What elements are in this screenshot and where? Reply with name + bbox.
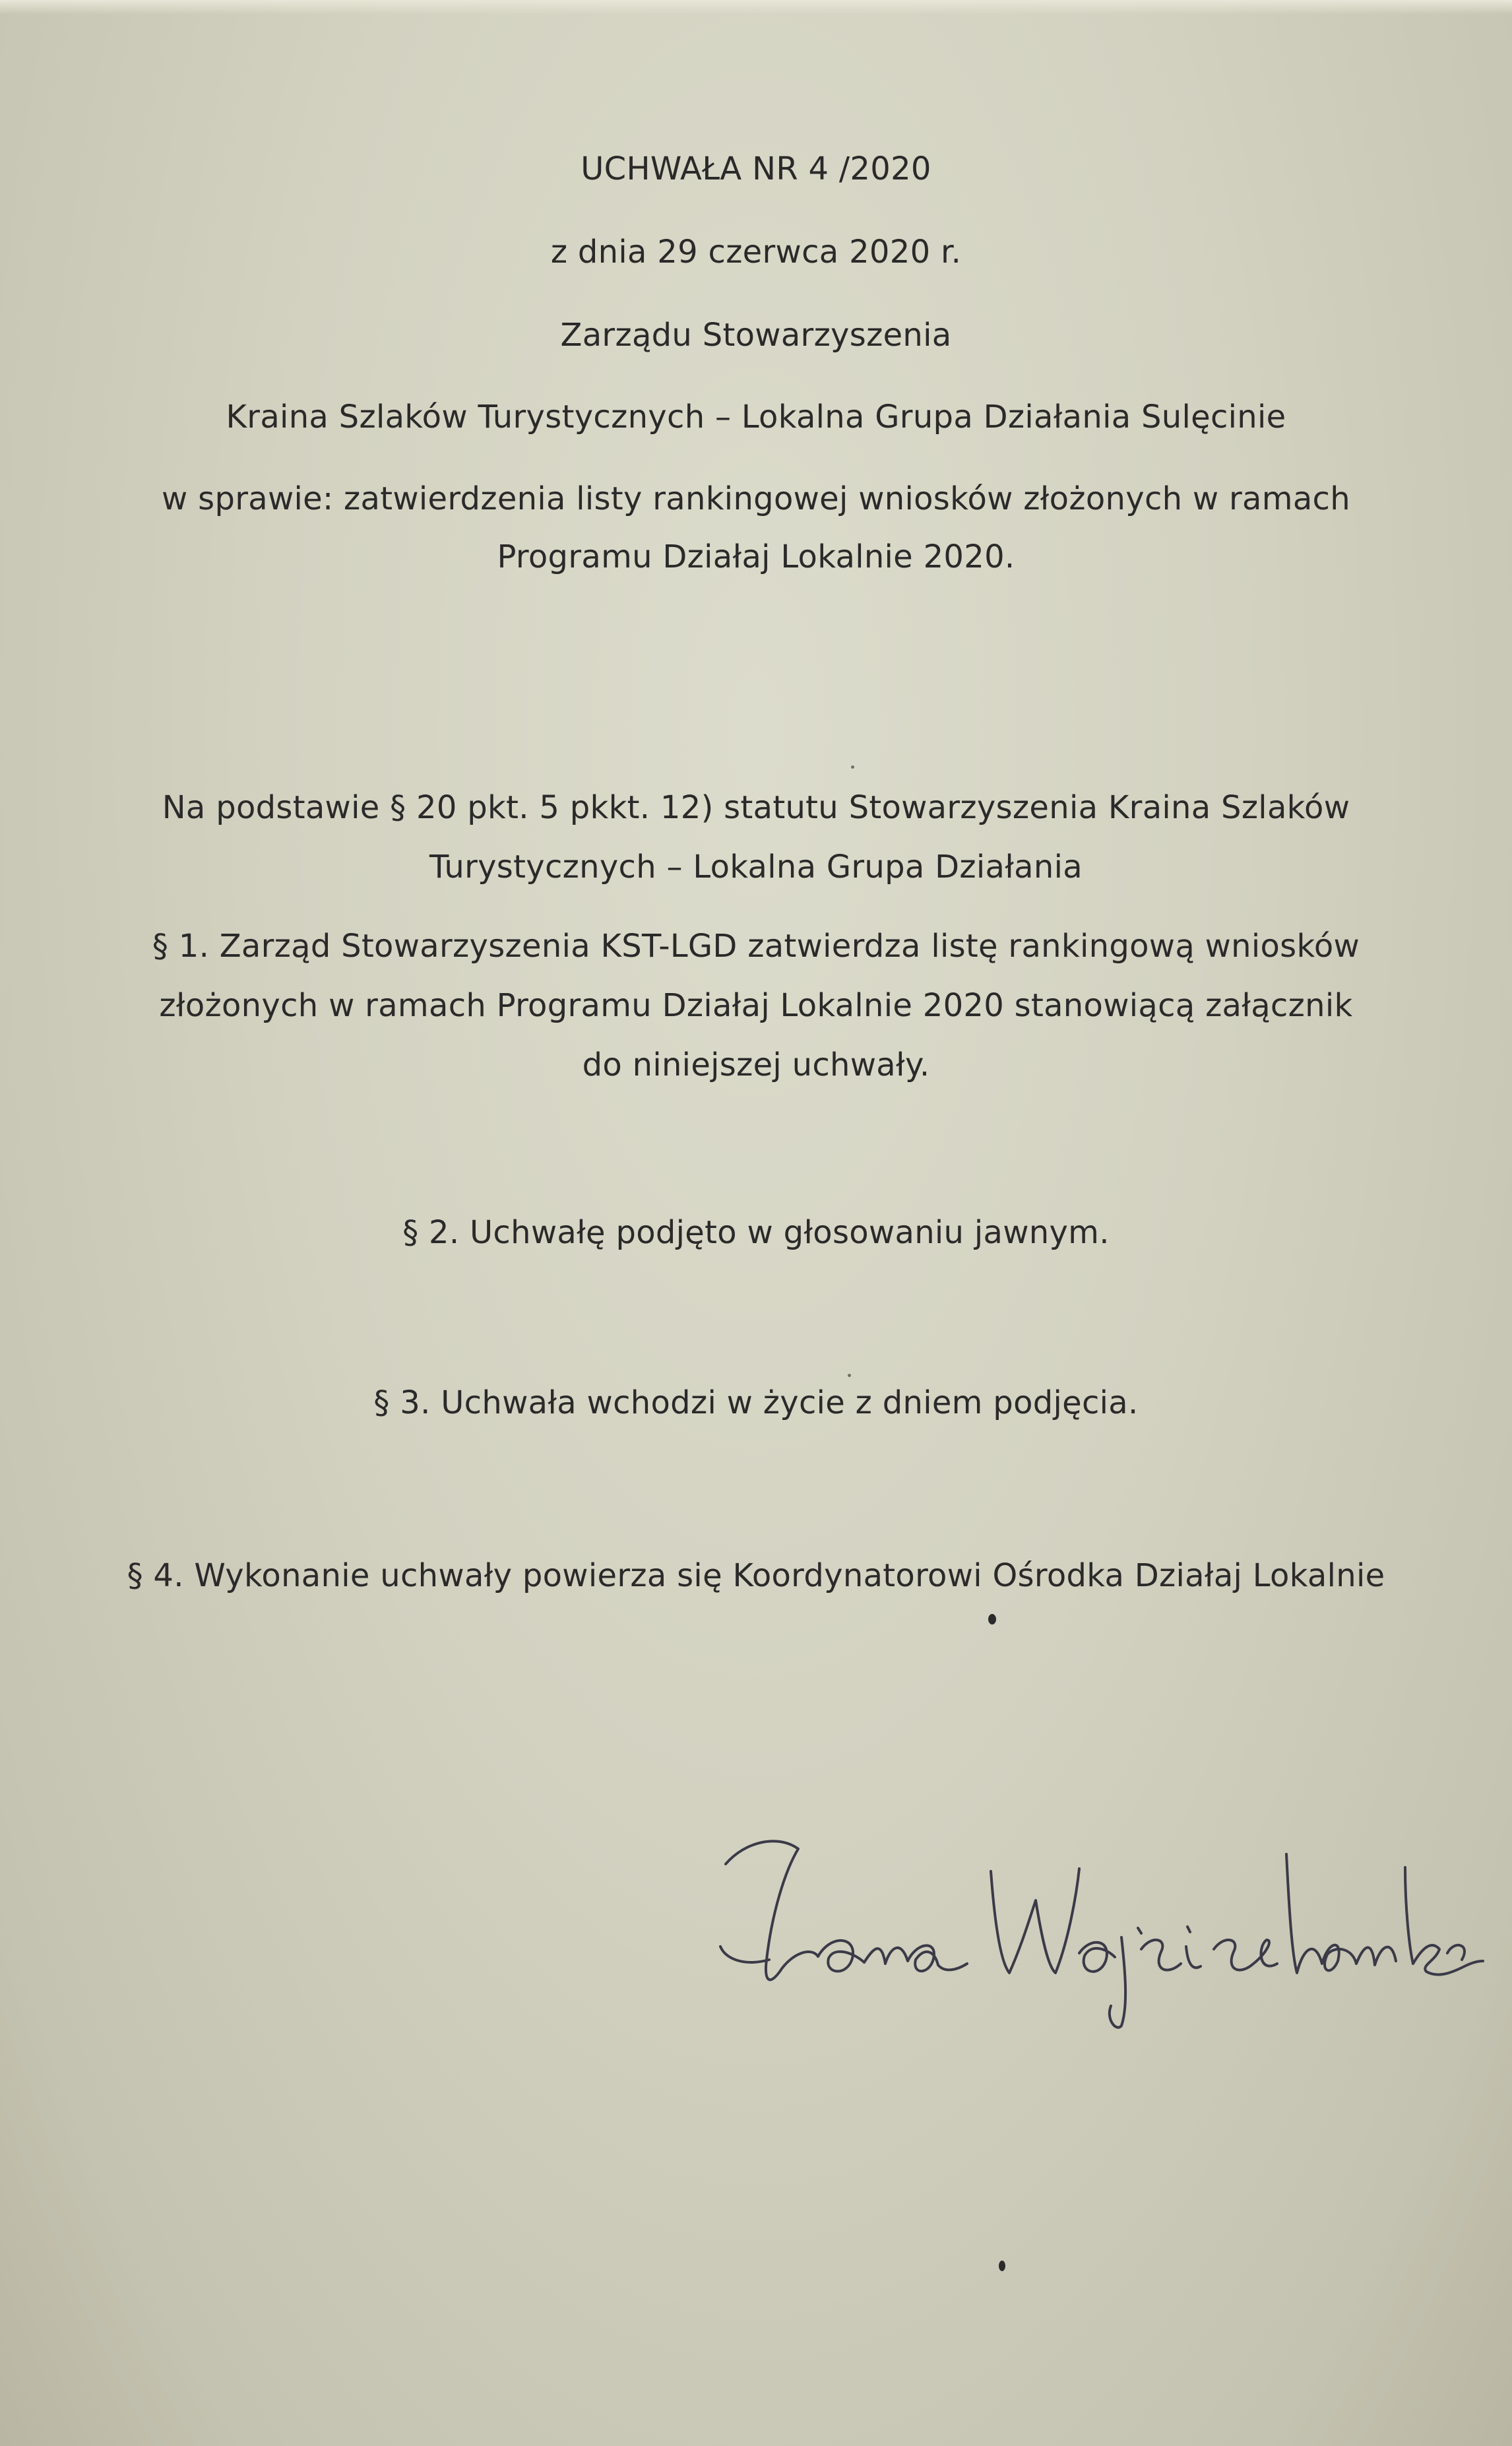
legal-basis-line-1: Na podstawie § 20 pkt. 5 pkkt. 12) statutu Stowarzyszenia Kraina Szlaków [162,789,1350,826]
ink-speck [851,765,854,769]
subject-line-1: w sprawie: zatwierdzenia listy rankingowej wniosków złożonych w ramach [162,480,1350,517]
paragraph-1-line-3: do niniejszej uchwały. [582,1046,930,1083]
document-title: UCHWAŁA NR 4 /2020 [581,150,931,187]
paragraph-1-line-2: złożonych w ramach Programu Działaj Lokalnie 2020 stanowiącą załącznik [159,987,1353,1024]
handwritten-signature [706,1808,1484,2032]
ink-speck [988,1614,996,1625]
legal-basis-line-2: Turystycznych – Lokalna Grupa Działania [429,849,1083,885]
subject-line-2: Programu Działaj Lokalnie 2020. [497,538,1015,575]
issuer-line-1: Zarządu Stowarzyszenia [560,317,952,354]
paper-edge [0,0,1512,15]
ink-speck [999,2261,1005,2271]
paragraph-2: § 2. Uchwałę podjęto w głosowaniu jawnym. [402,1214,1110,1251]
paragraph-3: § 3. Uchwała wchodzi w życie z dniem podjęcia. [373,1384,1139,1421]
ink-speck [848,1374,851,1377]
issuer-line-2: Kraina Szlaków Turystycznych – Lokalna Grupa Działania Sulęcinie [226,399,1286,435]
document-date: z dnia 29 czerwca 2020 r. [550,234,962,271]
paragraph-1-line-1: § 1. Zarząd Stowarzyszenia KST-LGD zatwierdza listę rankingową wniosków [152,928,1360,965]
paragraph-4: § 4. Wykonanie uchwały powierza się Koordynatorowi Ośrodka Działaj Lokalnie [127,1557,1385,1594]
